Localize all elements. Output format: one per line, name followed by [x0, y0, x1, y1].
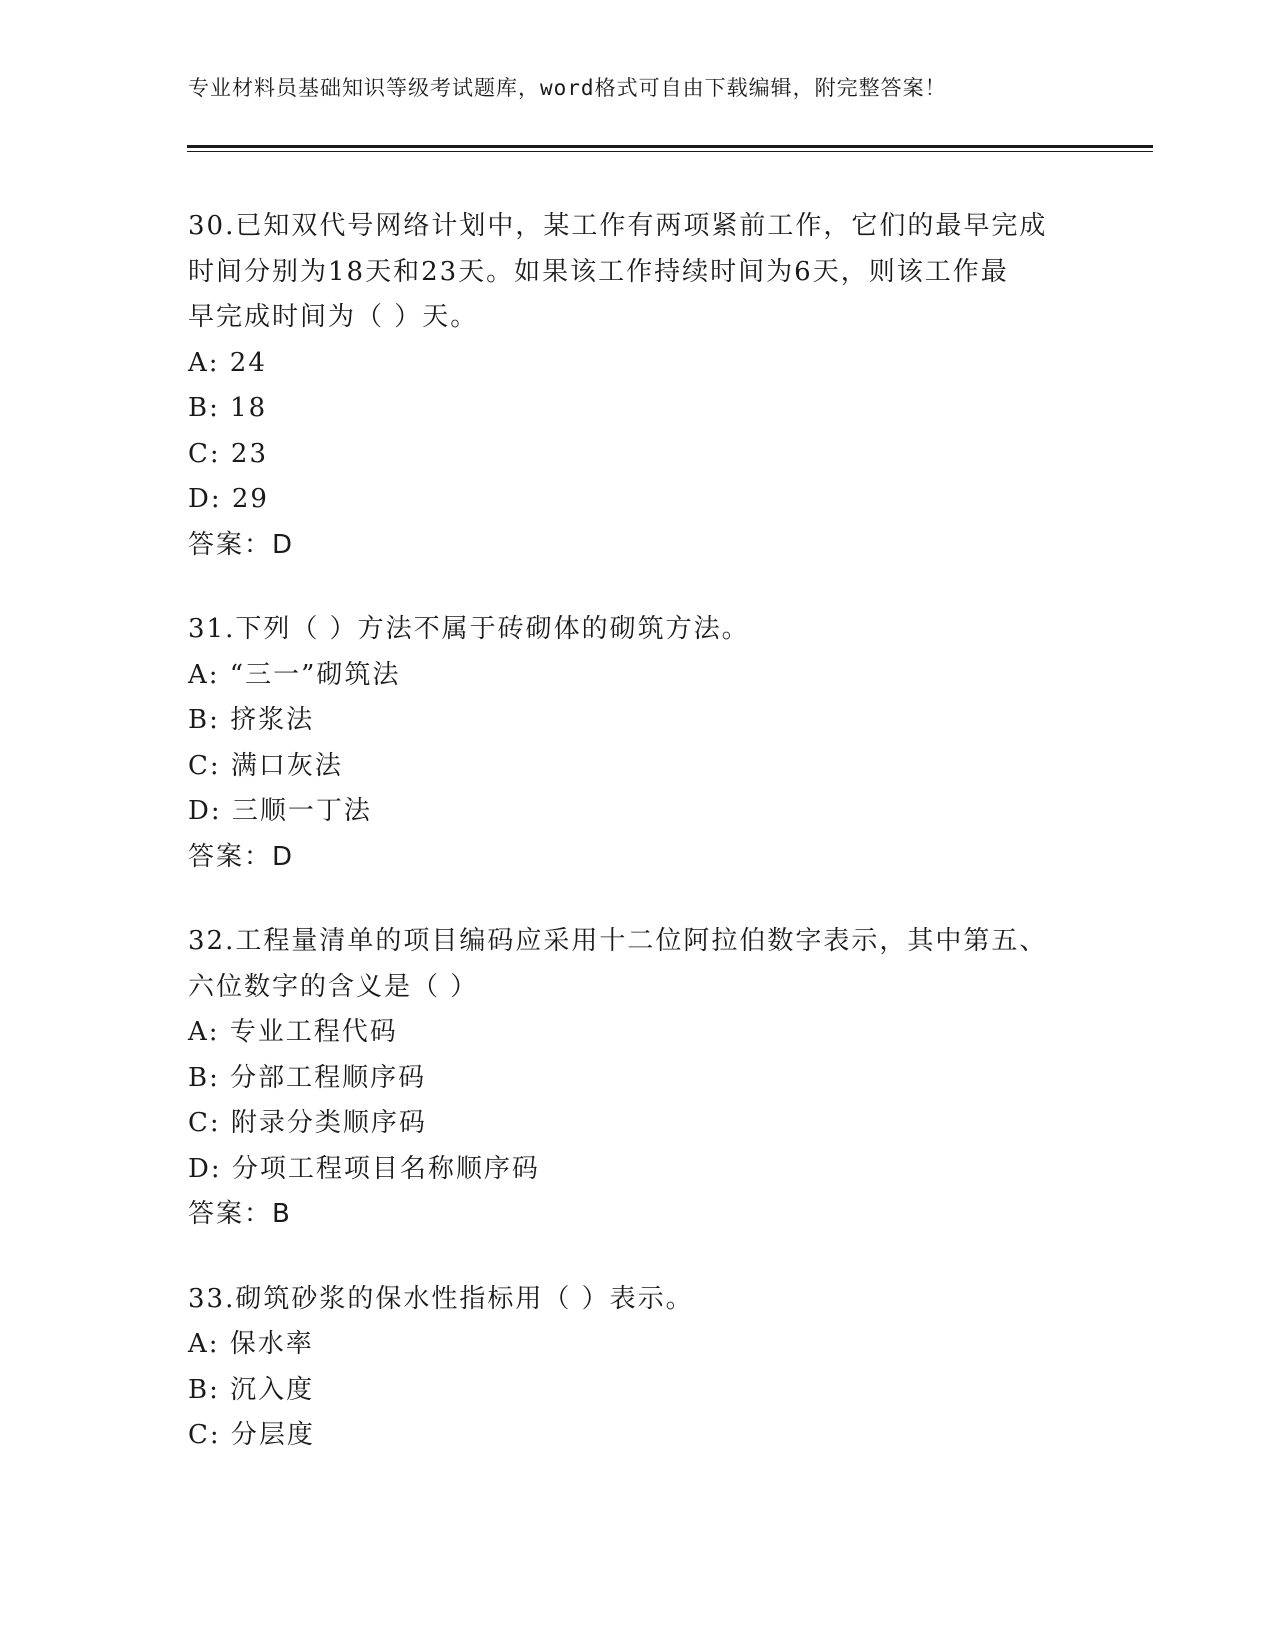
- question-33: [188, 1277, 1088, 1459]
- option-c: C: 附录分类顺序码: [188, 1108, 427, 1138]
- header-divider-thin: [187, 151, 1153, 152]
- question-stem: 时间分别为18天和23天。如果该工作持续时间为6天，则该工作最: [188, 256, 1009, 287]
- page-header: 专业材料员基础知识等级考试题库，word格式可自由下载编辑，附完整答案！: [188, 76, 947, 100]
- header-divider-thick: [187, 145, 1153, 148]
- option-d: D: 29: [188, 484, 269, 514]
- option-b: B: 挤浆法: [188, 705, 315, 735]
- option-b: B: 分部工程顺序码: [188, 1062, 427, 1093]
- answer: 答案：D: [188, 841, 295, 872]
- option-d: D: 分项工程项目名称顺序码: [188, 1153, 540, 1184]
- answer: 答案：B: [188, 1199, 292, 1229]
- question-stem: 早完成时间为（ ）天。: [188, 302, 479, 332]
- question-stem: 33.砌筑砂浆的保水性指标用（ ）表示。: [188, 1283, 694, 1314]
- question-stem: 六位数字的含义是（ ）: [188, 971, 479, 1002]
- answer: 答案：D: [188, 529, 295, 560]
- option-a: A: “三一”砌筑法: [188, 659, 401, 690]
- option-a: A: 24: [188, 347, 267, 378]
- option-c: C: 满口灰法: [188, 750, 343, 781]
- question-stem: 32.工程量清单的项目编码应采用十二位阿拉伯数字表示，其中第五、: [188, 926, 1048, 956]
- question-30: [188, 204, 1088, 568]
- option-c: C: 23: [188, 438, 269, 469]
- question-stem: 31.下列（ ）方法不属于砖砌体的砌筑方法。: [188, 614, 750, 644]
- question-32: [188, 919, 1088, 1238]
- question-31: [188, 607, 1088, 880]
- question-stem: 30.已知双代号网络计划中，某工作有两项紧前工作，它们的最早完成: [188, 211, 1048, 241]
- option-b: B: 18: [188, 393, 268, 423]
- option-a: A: 专业工程代码: [188, 1017, 398, 1047]
- option-d: D: 三顺一丁法: [188, 796, 372, 826]
- option-c: C: 分层度: [188, 1420, 315, 1450]
- option-a: A: 保水率: [188, 1329, 314, 1359]
- question-list: [188, 204, 1088, 1498]
- option-b: B: 沉入度: [188, 1374, 315, 1405]
